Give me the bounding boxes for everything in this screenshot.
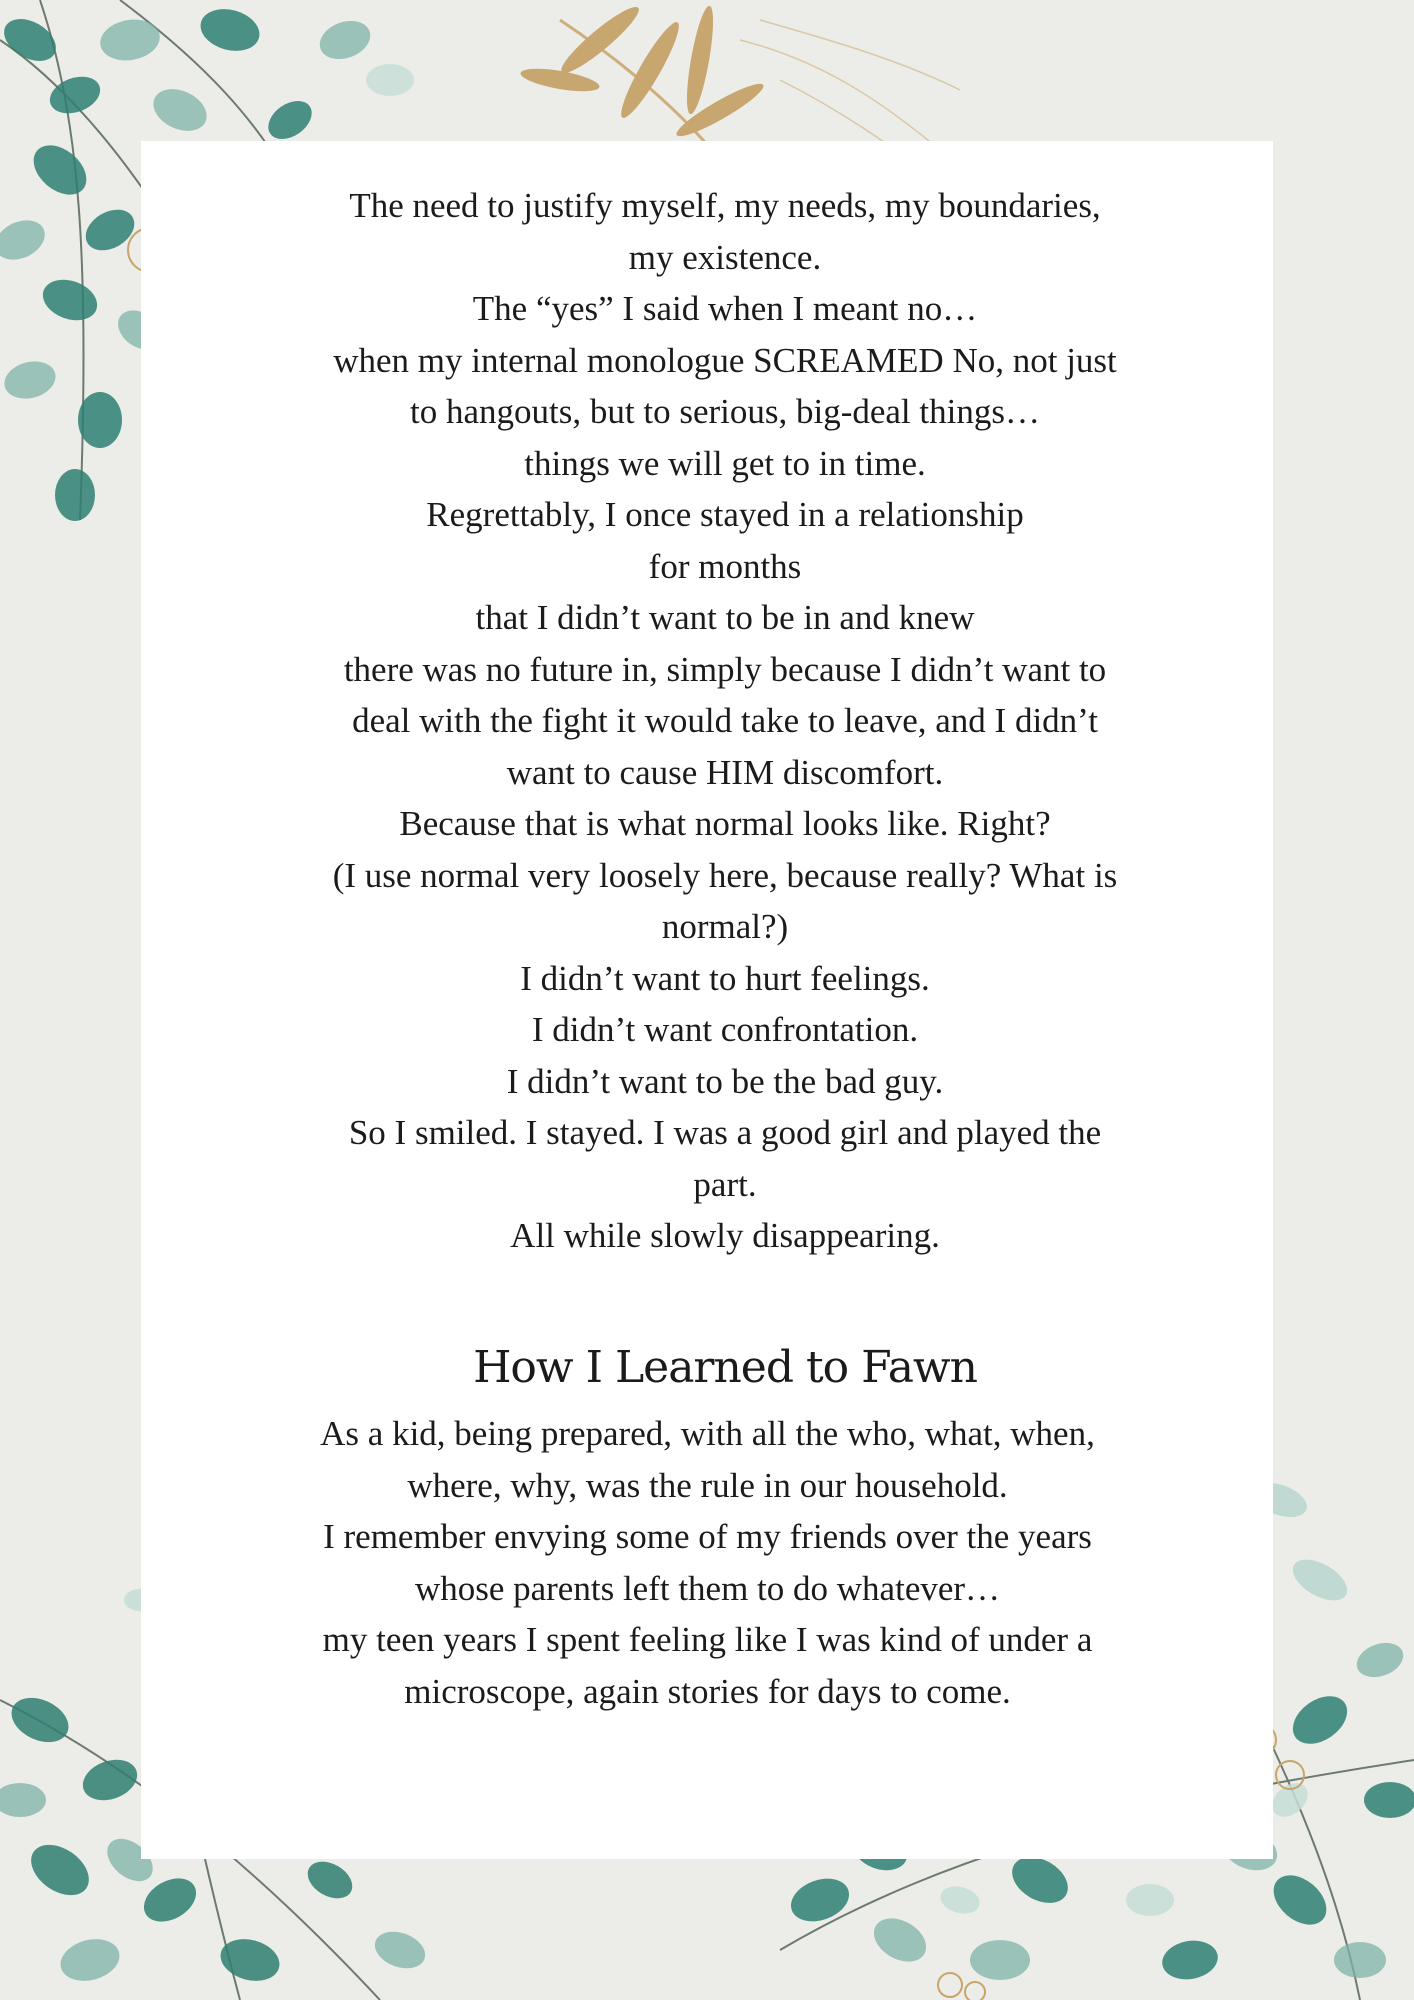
body-line: (I use normal very loosely here, because really? What is xyxy=(332,855,1118,895)
body-line: things we will get to in time. xyxy=(524,443,926,483)
section-text xyxy=(205,1408,1210,1717)
body-line: The “yes” I said when I meant no… xyxy=(472,289,978,328)
body-line: I didn’t want confrontation. xyxy=(531,1010,919,1049)
body-line: So I smiled. I stayed. I was a good girl and played the xyxy=(348,1113,1102,1152)
body-line: that I didn’t want to be in and knew xyxy=(475,598,975,637)
section-line: my teen years I spent feeling like I was kind of under a xyxy=(322,1620,1093,1659)
body-line: to hangouts, but to serious, big-deal things… xyxy=(410,392,1040,431)
body-line: normal?) xyxy=(661,907,789,946)
body-line: for months xyxy=(648,546,802,586)
body-line: part. xyxy=(693,1164,757,1204)
section-line: As a kid, being prepared, with all the who, what, when, xyxy=(320,1414,1095,1453)
body-text xyxy=(225,180,1225,1262)
body-line: Because that is what normal looks like. Right? xyxy=(399,804,1051,843)
body-line: All while slowly disappearing. xyxy=(510,1216,940,1255)
body-line: The need to justify myself, my needs, my boundaries, xyxy=(349,186,1101,225)
body-line: my existence. xyxy=(628,237,822,277)
section-heading: How I Learned to Fawn xyxy=(473,1342,977,1393)
body-line: there was no future in, simply because I didn’t want to xyxy=(343,649,1107,689)
section-line: I remember envying some of my friends over the years xyxy=(323,1517,1092,1556)
body-line: deal with the fight it would take to leave, and I didn’t xyxy=(352,701,1098,740)
body-line: I didn’t want to hurt feelings. xyxy=(520,958,930,998)
section-line: microscope, again stories for days to come. xyxy=(404,1671,1011,1711)
body-line: want to cause HIM discomfort. xyxy=(506,752,944,792)
body-line: when my internal monologue SCREAMED No, not just xyxy=(333,340,1117,380)
section-line: where, why, was the rule in our household. xyxy=(407,1465,1008,1505)
body-line: Regrettably, I once stayed in a relationship xyxy=(426,495,1024,534)
section-line: whose parents left them to do whatever… xyxy=(414,1568,1001,1608)
body-line: I didn’t want to be the bad guy. xyxy=(506,1061,944,1101)
